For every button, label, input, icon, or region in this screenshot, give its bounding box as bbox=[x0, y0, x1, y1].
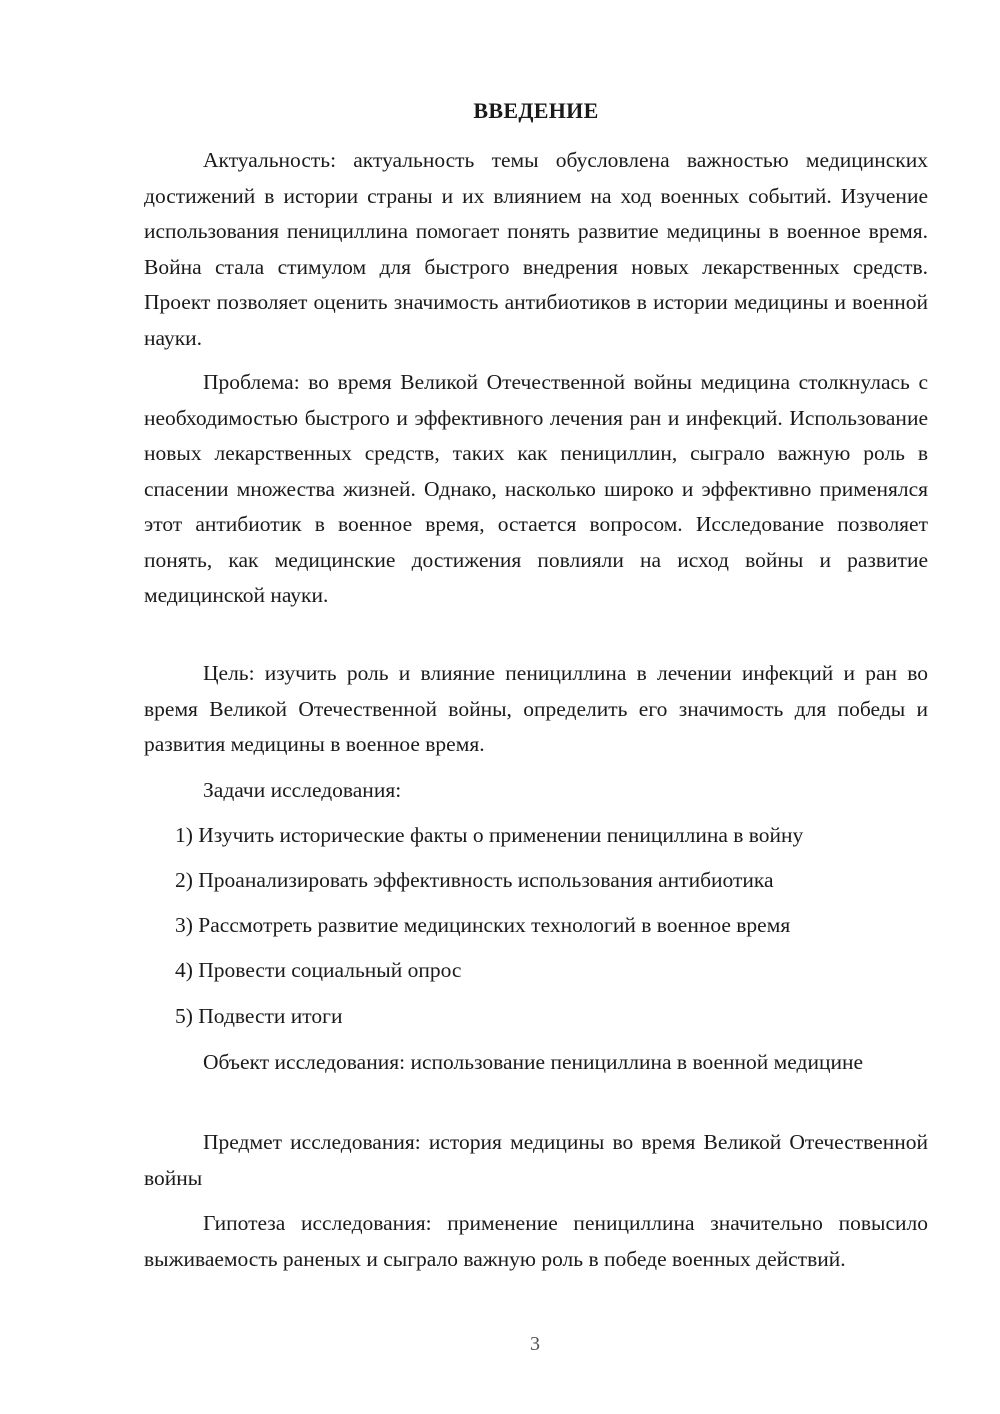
task-item-2: 2) Проанализировать эффективность использования антибиотика bbox=[175, 868, 774, 892]
hypothesis-paragraph: Гипотеза исследования: применение пенициллина значительно повысило выживаемость раненых и сыграло важную роль в победе военных действий. bbox=[144, 1211, 928, 1271]
task-item-5: 5) Подвести итоги bbox=[175, 1004, 343, 1028]
object-paragraph: Объект исследования: использование пенициллина в военной медицине bbox=[203, 1050, 864, 1074]
task-item-3: 3) Рассмотреть развитие медицинских технологий в военное время bbox=[175, 913, 791, 937]
task-item-1: 1) Изучить исторические факты о применении пенициллина в войну bbox=[175, 823, 804, 847]
relevance-paragraph: Актуальность: актуальность темы обусловлена важностью медицинских достижений в истории страны и их влиянием на ход военных событий. Изучение использования пенициллина помогает понять развитие медицины в военное время. Война стала стимулом для быстрого внедрения новых лекарственных средств. Проект позволяет оценить значимость антибиотиков в истории медицины и военной науки. bbox=[144, 148, 928, 350]
subject-paragraph: Предмет исследования: история медицины во время Великой Отечественной войны bbox=[144, 1130, 928, 1190]
problem-paragraph: Проблема: во время Великой Отечественной войны медицина столкнулась с необходимостью быстрого и эффективного лечения ран и инфекций. Использование новых лекарственных средств, таких как пенициллин, сыграло важную роль в спасении множества жизней. Однако, насколько широко и эффективно применялся этот антибиотик в военное время, остается вопросом. Исследование позволяет понять, как медицинские достижения повлияли на исход войны и развитие медицинской науки. bbox=[144, 370, 928, 607]
page-number: 3 bbox=[530, 1333, 540, 1355]
tasks-heading: Задачи исследования: bbox=[203, 778, 402, 802]
goal-paragraph: Цель: изучить роль и влияние пенициллина в лечении инфекций и ран во время Великой Отечественной войны, определить его значимость для победы и развития медицины в военное время. bbox=[144, 661, 928, 756]
page-title: ВВЕДЕНИЕ bbox=[473, 98, 599, 123]
task-item-4: 4) Провести социальный опрос bbox=[175, 958, 462, 982]
